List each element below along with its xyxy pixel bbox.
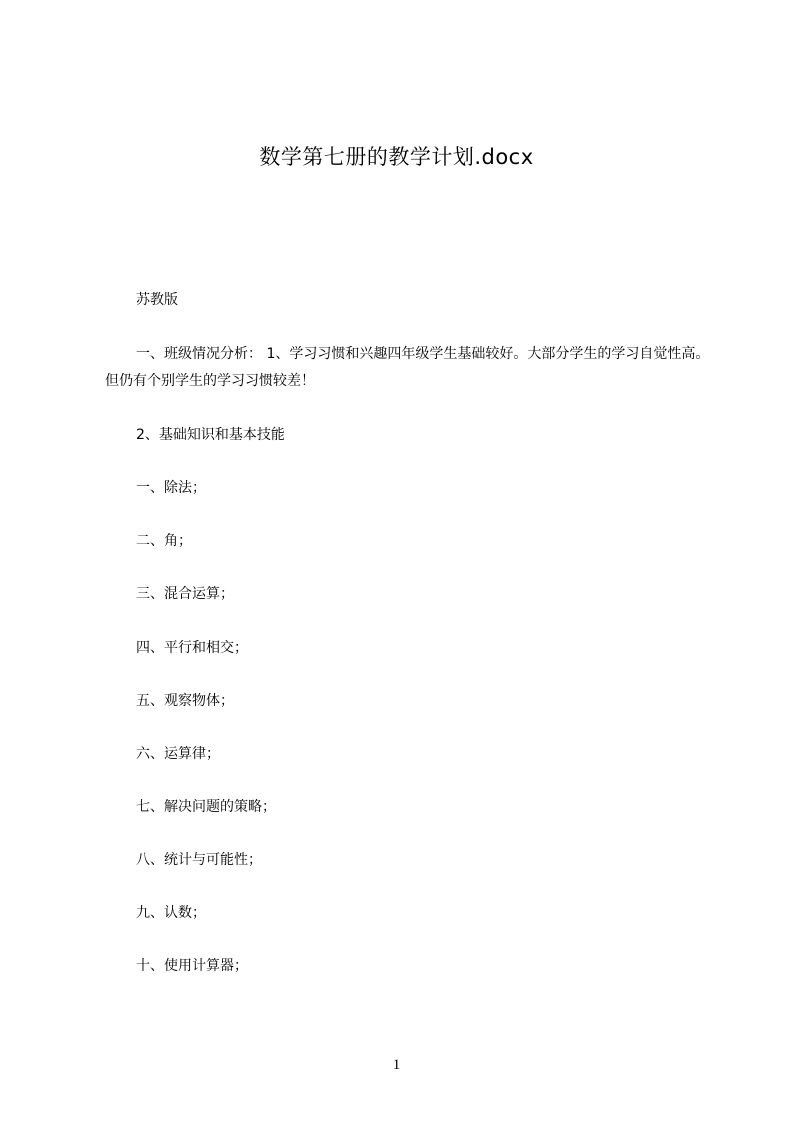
- unit-item: 七、解决问题的策略；: [136, 799, 276, 815]
- unit-item: 六、运算律；: [136, 746, 220, 762]
- document-title: 数学第七册的教学计划.docx: [259, 145, 534, 169]
- unit-item: 八、统计与可能性；: [136, 852, 262, 868]
- unit-item: 三、混合运算；: [136, 586, 234, 602]
- unit-item: 五、观察物体；: [136, 693, 234, 709]
- page-number: 1: [392, 1057, 401, 1073]
- unit-item: 一、除法；: [136, 480, 206, 496]
- section-heading-basic-skills: 2、基础知识和基本技能: [136, 427, 285, 443]
- unit-item: 十、使用计算器；: [136, 958, 248, 974]
- unit-item: 二、角；: [136, 533, 192, 549]
- unit-item: 九、认数；: [136, 905, 206, 921]
- edition-label: 苏教版: [136, 292, 178, 308]
- unit-item: 四、平行和相交；: [136, 640, 248, 656]
- class-analysis-paragraph: 一、班级情况分析： 1、学习习惯和兴趣四年级学生基础较好。大部分学生的学习自觉性高。但仍有个别学生的学习习惯较差！: [105, 346, 710, 389]
